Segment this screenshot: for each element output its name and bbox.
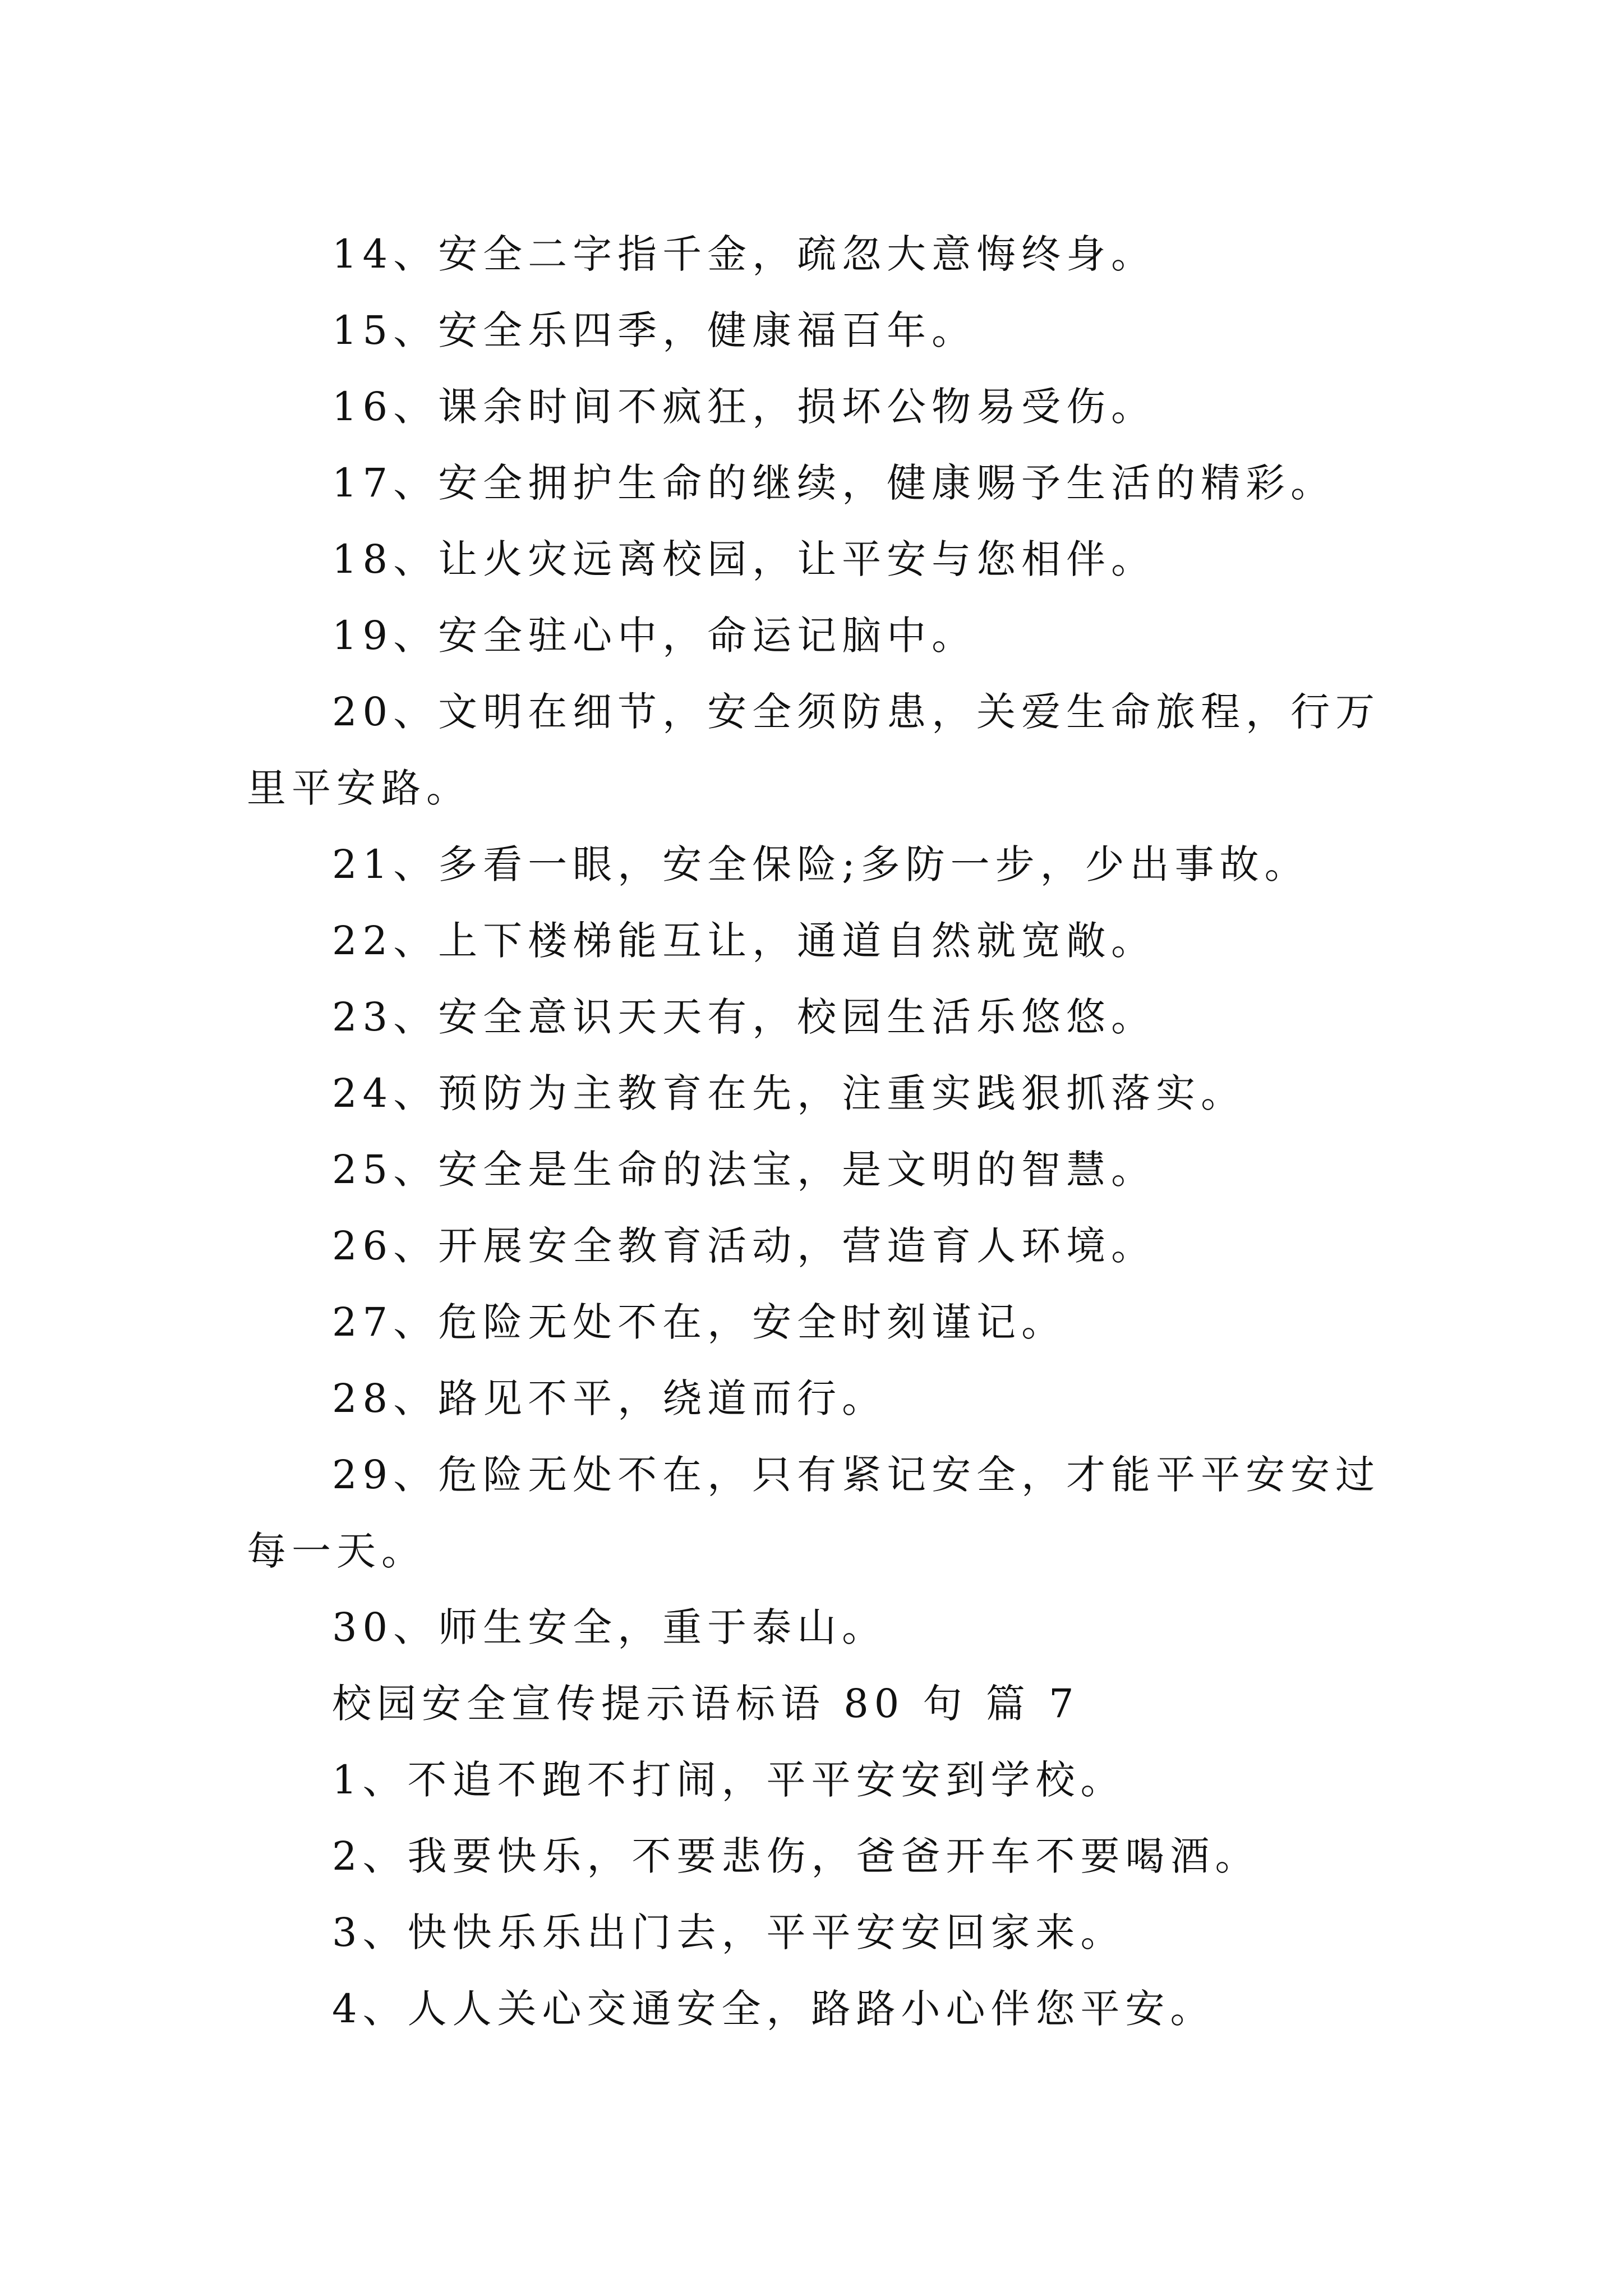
slogan-line: 14、安全二字指千金，疏忽大意悔终身。 [332, 231, 1156, 277]
slogan-line: 22、上下楼梯能互让，通道自然就宽敞。 [332, 918, 1156, 964]
slogan-line: 25、安全是生命的法宝，是文明的智慧。 [332, 1147, 1156, 1193]
slogan-line: 27、危险无处不在，安全时刻谨记。 [332, 1299, 1067, 1345]
slogan-line: 20、文明在细节，安全须防患，关爱生命旅程，行万里平安路。 [247, 689, 1381, 811]
slogan-line: 21、多看一眼，安全保险;多防一步，少出事故。 [332, 841, 1310, 887]
slogan-line: 1、不追不跑不打闹，平平安安到学校。 [332, 1757, 1126, 1803]
slogan-line: 18、让火灾远离校园，让平安与您相伴。 [332, 536, 1156, 582]
slogan-line: 28、路见不平，绕道而行。 [332, 1375, 887, 1421]
section-heading: 校园安全宣传提示语标语 80 句 篇 7 [332, 1681, 1080, 1727]
slogan-line: 17、安全拥护生命的继续，健康赐予生活的精彩。 [332, 460, 1336, 506]
slogan-line: 23、安全意识天天有，校园生活乐悠悠。 [332, 994, 1156, 1040]
slogan-line: 3、快快乐乐出门去，平平安安回家来。 [332, 1910, 1126, 1955]
slogan-line: 29、危险无处不在，只有紧记安全，才能平平安安过每一天。 [247, 1452, 1381, 1574]
slogan-line: 30、师生安全，重于泰山。 [332, 1604, 887, 1650]
slogan-line: 16、课余时间不疯狂，损坏公物易受伤。 [332, 384, 1156, 430]
slogan-line: 4、人人关心交通安全，路路小心伴您平安。 [332, 1986, 1215, 2032]
slogan-line: 26、开展安全教育活动，营造育人环境。 [332, 1223, 1156, 1269]
document-body [247, 216, 1391, 2047]
slogan-line: 24、预防为主教育在先，注重实践狠抓落实。 [332, 1070, 1246, 1116]
slogan-line: 19、安全驻心中，命运记脑中。 [332, 613, 977, 659]
slogan-line: 15、安全乐四季，健康福百年。 [332, 307, 977, 353]
slogan-line: 2、我要快乐，不要悲伤，爸爸开车不要喝酒。 [332, 1833, 1260, 1879]
